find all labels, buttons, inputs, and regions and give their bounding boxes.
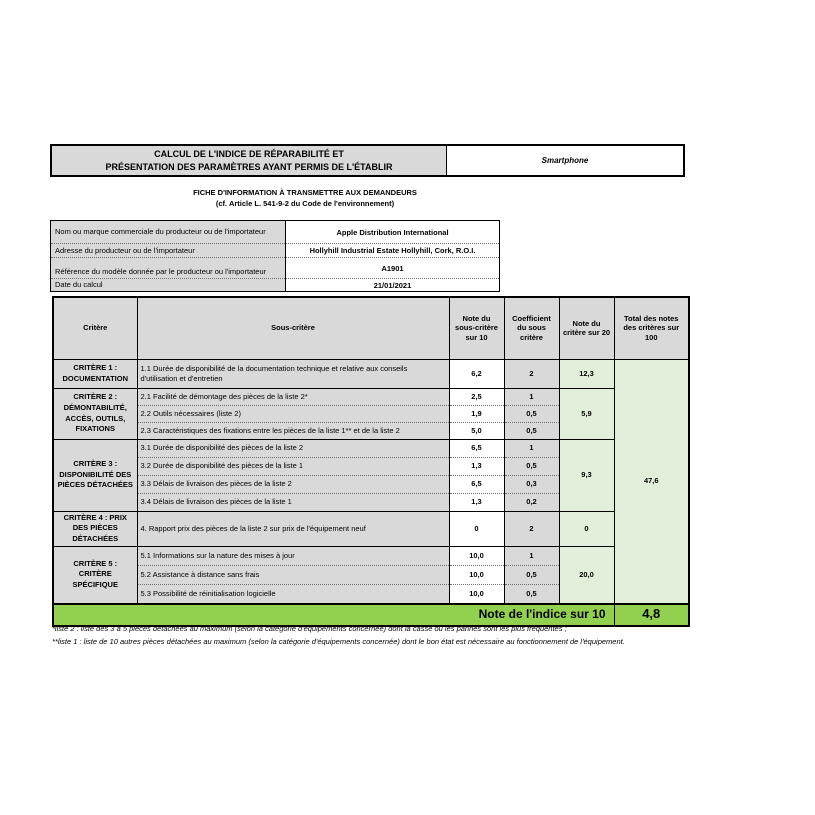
coefficient-cell: 0,5 (504, 566, 559, 585)
product-category: Smartphone (447, 146, 683, 175)
header-coefficient: Coefficient du sous critère (504, 297, 559, 359)
criterion-cell: CRITÈRE 1 : DOCUMENTATION (53, 359, 137, 388)
final-score-value: 4,8 (614, 604, 689, 626)
total-sur-100-cell: 47,6 (614, 359, 689, 604)
criterion-cell: CRITÈRE 2 : DÉMONTABILITÉ, ACCÈS, OUTILS, FIXATIONS (53, 388, 137, 439)
header-subcriterion: Sous-critère (137, 297, 449, 359)
coefficient-cell: 0,3 (504, 475, 559, 493)
info-value-date: 21/01/2021 (373, 280, 412, 290)
subcriterion-note-cell: 6,5 (449, 439, 504, 457)
criteria-row (53, 547, 689, 566)
subcriterion-label: 4. Rapport prix des pièces de la liste 2 sur prix de l'équipement neuf (137, 511, 449, 547)
criteria-table-body (53, 359, 689, 604)
coefficient-cell: 0,2 (504, 493, 559, 511)
header-subcriterion-note: Note du sous-critère sur 10 (449, 297, 504, 359)
info-value-address: Hollyhill Industrial Estate Hollyhill, Cork, R.O.I. (286, 244, 500, 258)
document-title-line2: PRÉSENTATION DES PARAMÈTRES AYANT PERMIS DE L'ÉTABLIR (105, 161, 393, 172)
subcriterion-label: 3.2 Durée de disponibilité des pièces de la liste 1 (137, 457, 449, 475)
criteria-row (53, 359, 689, 388)
coefficient-cell: 1 (504, 439, 559, 457)
info-row-model (51, 258, 500, 279)
footnote-liste2: *liste 2 : liste des 3 à 5 pièces détachées au maximum (selon la catégorie d'équipements concernée) dont la casse ou les pannes sont les plus fréquentes ; (52, 624, 567, 633)
subcriterion-label: 2.2 Outils nécessaires (liste 2) (137, 405, 449, 422)
subcriterion-label: 5.1 Informations sur la nature des mises à jour (137, 547, 449, 566)
subcriterion-label: 3.4 Délais de livraison des pièces de la liste 1 (137, 493, 449, 511)
subcriterion-note-cell: 10,0 (449, 566, 504, 585)
subcriterion-label: 2.3 Caractéristiques des fixations entre les pièces de la liste 1** et de la liste 2 (137, 422, 449, 439)
subheading (50, 187, 560, 210)
subcriterion-label: 3.1 Durée de disponibilité des pièces de la liste 2 (137, 439, 449, 457)
criterion-cell: CRITÈRE 5 : CRITÈRE SPÉCIFIQUE (53, 547, 137, 604)
criterion-note20-cell: 12,3 (559, 359, 614, 388)
header-criterion: Critère (53, 297, 137, 359)
coefficient-cell: 0,5 (504, 585, 559, 604)
info-row-name (51, 221, 500, 244)
final-score-label: Note de l'indice sur 10 (53, 604, 614, 626)
subcriterion-label: 5.2 Assistance à distance sans frais (137, 566, 449, 585)
coefficient-cell: 0,5 (504, 457, 559, 475)
footnote-liste1: **liste 1 : liste de 10 autres pièces détachées au maximum (selon la catégorie d'équipements concernée) dont le bon état est nécessaire au fonctionnement de l'équipement. (52, 636, 625, 646)
criterion-note20-cell: 5,9 (559, 388, 614, 439)
subcriterion-note-cell: 6,5 (449, 475, 504, 493)
subcriterion-note-cell: 0 (449, 511, 504, 547)
info-label-model: Référence du modèle donnée par le producteur ou l'importateur (51, 258, 286, 279)
info-label-name: Nom ou marque commerciale du producteur ou de l'importateur (51, 221, 286, 244)
criterion-cell: CRITÈRE 4 : PRIX DES PIÈCES DÉTACHÉES (53, 511, 137, 547)
subcriterion-label: 3.3 Délais de livraison des pièces de la liste 2 (137, 475, 449, 493)
info-row-date (51, 279, 500, 292)
criterion-note20-cell: 0 (559, 511, 614, 547)
coefficient-cell: 1 (504, 388, 559, 405)
subheading-line2: (cf. Article L. 541-9-2 du Code de l'environnement) (215, 199, 395, 209)
document-title-line1: CALCUL DE L'INDICE DE RÉPARABILITÉ ET (154, 149, 344, 160)
coefficient-cell: 2 (504, 359, 559, 388)
document-title (52, 146, 447, 175)
info-label-address: Adresse du producteur ou de l'importateur (51, 244, 286, 258)
header-criterion-note: Note du critère sur 20 (559, 297, 614, 359)
subcriterion-label: 2.1 Facilité de démontage des pièces de la liste 2* (137, 388, 449, 405)
criteria-row (53, 439, 689, 457)
subcriterion-note-cell: 1,3 (449, 457, 504, 475)
subcriterion-note-cell: 10,0 (449, 585, 504, 604)
header-total: Total des notes des critères sur 100 (614, 297, 689, 359)
info-value-model: A1901 (286, 258, 500, 279)
subcriterion-note-cell: 10,0 (449, 547, 504, 566)
criterion-cell: CRITÈRE 3 : DISPONIBILITÉ DES PIÈCES DÉTACHÉES (53, 439, 137, 511)
subheading-line1: FICHE D'INFORMATION À TRANSMETTRE AUX DEMANDEURS (193, 188, 417, 197)
info-label-date: Date du calcul (51, 279, 286, 292)
subcriterion-note-cell: 1,9 (449, 405, 504, 422)
criterion-note20-cell: 9,3 (559, 439, 614, 511)
criteria-table (52, 296, 690, 627)
criteria-row (53, 511, 689, 547)
subcriterion-note-cell: 2,5 (449, 388, 504, 405)
info-value-name: Apple Distribution International (286, 221, 500, 244)
subcriterion-note-cell: 1,3 (449, 493, 504, 511)
info-row-address (51, 244, 500, 258)
subcriterion-label: 5.3 Possibilité de réinitialisation logicielle (137, 585, 449, 604)
subcriterion-note-cell: 6,2 (449, 359, 504, 388)
title-block (50, 144, 685, 177)
subcriterion-label: 1.1 Durée de disponibilité de la documentation technique et relative aux conseils d'utilisation et d'entretien (137, 359, 449, 388)
criterion-note20-cell: 20,0 (559, 547, 614, 604)
footnotes (52, 623, 762, 649)
coefficient-cell: 0,5 (504, 422, 559, 439)
producer-info-table (50, 220, 500, 292)
coefficient-cell: 2 (504, 511, 559, 547)
coefficient-cell: 0,5 (504, 405, 559, 422)
criteria-row (53, 388, 689, 405)
subcriterion-note-cell: 5,0 (449, 422, 504, 439)
criteria-table-header-row (53, 297, 689, 359)
coefficient-cell: 1 (504, 547, 559, 566)
